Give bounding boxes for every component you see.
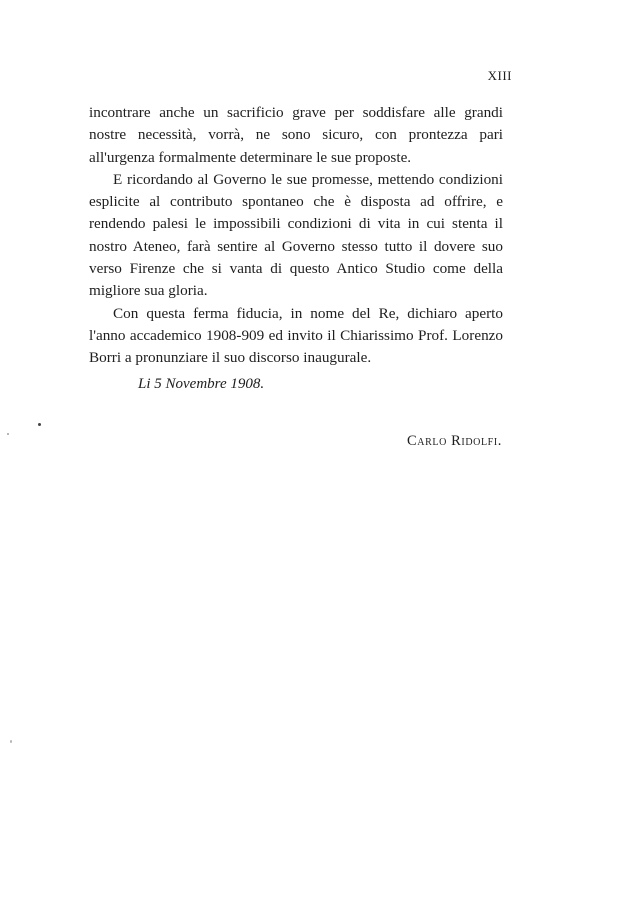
paragraph-governo: E ricordando al Governo le sue promesse, mettendo condizioni esplicite al contributo spontaneo che è disposta ad offrire, e rendendo palesi le impossibili condizioni di vita in cui stenta il nostro Ateneo, farà sentire al Governo stesso tutto il dovere suo verso Firenze che si vanta di questo Antico Studio come della migliore sua gloria. (89, 170, 503, 300)
paragraph-opening-declaration: Con questa ferma fiducia, in nome del Re, dichiaro aperto l'anno accademico 1908-909 ed invito il Chiarissimo Prof. Lorenzo Borri a pronunziare il suo discorso inaugurale. (89, 304, 503, 367)
signature: Carlo Ridolfi. (407, 433, 502, 449)
body-text (89, 102, 503, 370)
paragraph-continuation: incontrare anche un sacrificio grave per soddisfare alle grandi nostre necessità, vorrà, ne sono sicuro, con prontezza pari all'urgenza formalmente determinare le sue proposte. (89, 104, 503, 166)
date-line: Li 5 Novembre 1908. (138, 376, 265, 392)
page-number: XIII (487, 68, 512, 83)
ink-speck (7, 433, 9, 435)
ink-speck (10, 740, 12, 743)
ink-speck (38, 423, 41, 426)
